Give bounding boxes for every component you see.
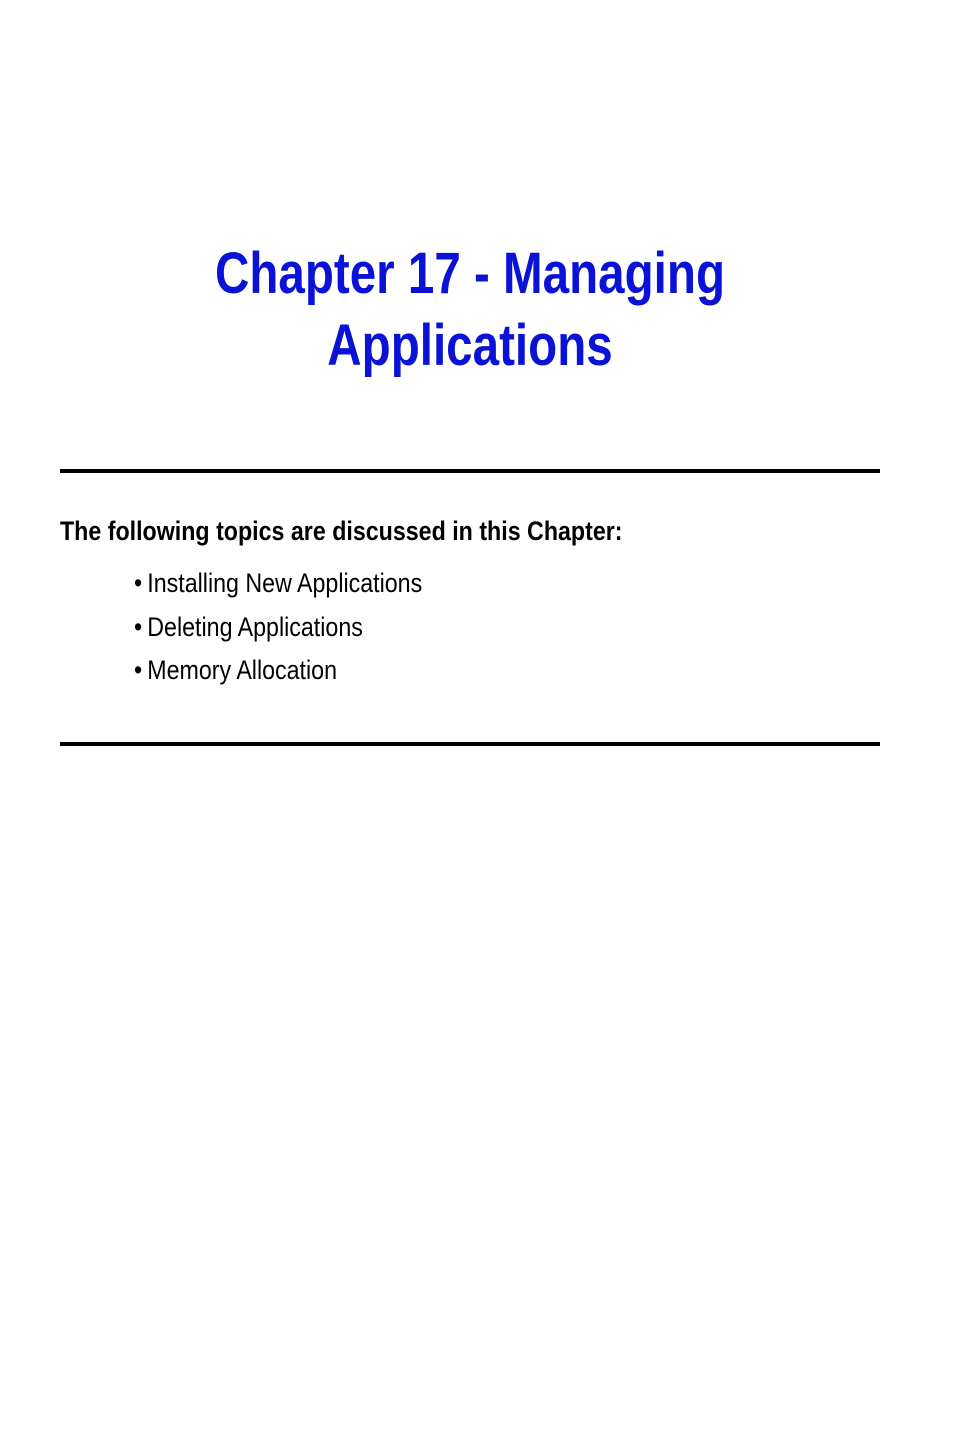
topic-label: Deleting Applications bbox=[147, 611, 363, 642]
list-item bbox=[134, 606, 422, 650]
topics-intro: The following topics are discussed in this Chapter: bbox=[60, 516, 623, 546]
chapter-title-line-1: Chapter 17 - Managing bbox=[214, 241, 726, 306]
chapter-title-line-2: Applications bbox=[327, 313, 613, 378]
bottom-divider bbox=[60, 742, 880, 746]
topic-label: Installing New Applications bbox=[147, 568, 423, 598]
topic-label: Memory Allocation bbox=[147, 655, 338, 685]
bullet-icon: • bbox=[134, 655, 143, 685]
topic-list bbox=[134, 562, 422, 693]
top-divider bbox=[60, 469, 880, 473]
bullet-icon: • bbox=[134, 611, 143, 642]
chapter-title bbox=[134, 238, 806, 382]
bullet-icon: • bbox=[134, 568, 143, 598]
list-item bbox=[134, 562, 422, 606]
list-item bbox=[134, 649, 422, 693]
